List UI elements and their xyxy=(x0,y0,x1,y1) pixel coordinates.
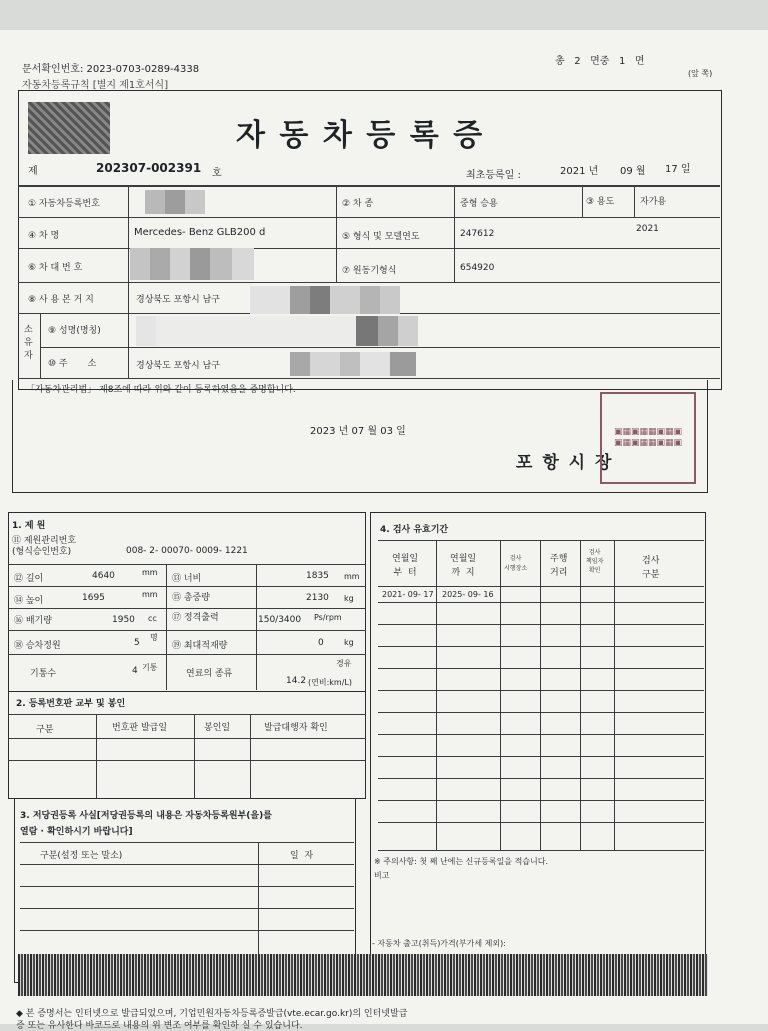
cylinders-label: 기통수 xyxy=(30,669,57,679)
row-divider xyxy=(20,842,354,843)
gross-weight-unit: kg xyxy=(344,594,354,603)
document-title: 자 동 차 등 록 증 xyxy=(236,118,485,153)
col-divider xyxy=(582,185,583,217)
row-divider xyxy=(378,712,704,713)
lien-header-date: 일 자 xyxy=(290,851,314,861)
row-divider xyxy=(18,217,720,218)
row-divider xyxy=(20,886,354,887)
owner-address-label: ⑩ 주 소 xyxy=(48,359,97,369)
model-year: 2021 xyxy=(636,224,659,234)
displacement-label: ⑯ 배기량 xyxy=(14,616,52,626)
vin-label: ⑥ 차 대 번 호 xyxy=(28,263,83,273)
col-divider xyxy=(614,540,615,850)
lien-header-type: 구분(설정 또는 말소) xyxy=(40,851,123,861)
col-divider xyxy=(634,185,635,217)
remarks-label: 비고 xyxy=(374,871,390,880)
base-location-label: ⑧ 사 용 본 거 지 xyxy=(28,295,94,305)
row-divider xyxy=(378,540,704,541)
owner-side-label: 소 유 자 xyxy=(24,325,33,361)
rated-power-value: 150/3400 xyxy=(258,615,302,625)
lien-title: 3. 저당권등록 사실[저당권등록의 내용은 자동차등록원부(을)를 xyxy=(20,811,272,821)
width-value: 1835 xyxy=(306,571,329,581)
owner-name-label: ⑨ 성명(명칭) xyxy=(48,326,101,336)
engine-type-label: ⑦ 원동기형식 xyxy=(342,266,397,276)
max-load-label: ⑲ 최대적재량 xyxy=(172,641,228,651)
col-divider xyxy=(96,714,97,798)
spec-mgmt-value: 008- 2- 00070- 0009- 1221 xyxy=(126,546,248,556)
row-divider xyxy=(18,282,720,283)
plate-header-seal-date: 봉인일 xyxy=(204,723,231,733)
row-divider xyxy=(18,378,720,379)
cylinders-value: 4 xyxy=(132,666,138,676)
row-divider xyxy=(378,602,704,603)
cert-prefix: 제 xyxy=(28,166,38,177)
row-divider xyxy=(8,738,366,739)
rated-power-label: ⑰ 정격출력 xyxy=(172,613,219,623)
fuel-efficiency-unit: (연비:km/L) xyxy=(308,678,352,687)
row-divider xyxy=(378,690,704,691)
displacement-unit: cc xyxy=(148,614,157,623)
row-divider xyxy=(20,930,354,931)
vehicle-type-value: 중형 승용 xyxy=(460,199,498,209)
law-statement: 「자동차관리법」 제8조에 따라 위와 같이 등록하였음을 증명합니다. xyxy=(26,385,296,395)
row-divider xyxy=(8,630,366,631)
max-load-unit: kg xyxy=(344,638,354,647)
issue-date: 2023 년 07 월 03 일 xyxy=(310,426,406,437)
fuel-type-value: 경유 xyxy=(336,659,352,668)
first-registration-month: 09 월 xyxy=(620,166,646,177)
col-divider xyxy=(500,540,501,850)
height-label: ⑭ 높이 xyxy=(14,596,44,606)
page-side: (앞 쪽) xyxy=(688,69,713,78)
row-divider xyxy=(378,800,704,801)
plate-header-agent: 발급대행자 확인 xyxy=(264,723,328,733)
cert-number: 202307-002391 xyxy=(96,161,202,175)
row-divider xyxy=(18,248,720,249)
official-seal-icon: ▣▦▣▦ ▦▣▦▣ ▣▦▣▦ ▦▣▦▣ xyxy=(600,392,696,484)
length-label: ⑫ 길이 xyxy=(14,574,44,584)
row-divider xyxy=(8,654,366,655)
row-divider xyxy=(378,668,704,669)
row-divider xyxy=(8,608,366,609)
model-value: 247612 xyxy=(460,229,495,239)
lien-title-line2: 열람 · 확인하시기 바랍니다] xyxy=(20,827,133,837)
redacted-reg-number xyxy=(145,190,205,214)
first-registration-year: 2021 년 xyxy=(560,166,599,177)
height-value: 1695 xyxy=(82,593,105,603)
document-confirmation-number: 문서확인번호: 2023-0703-0289-4338 xyxy=(22,64,200,75)
inspection-row-from: 2021- 09- 17 xyxy=(382,590,434,599)
qr-code-image xyxy=(28,102,110,154)
row-divider xyxy=(18,185,720,187)
owner-address-value: 경상북도 포항시 남구 xyxy=(136,361,220,371)
first-registration-label: 최초등록일 : xyxy=(466,170,521,181)
plate-header-issue-date: 번호판 발급일 xyxy=(112,723,168,733)
width-unit: mm xyxy=(344,572,360,581)
row-divider xyxy=(378,756,704,757)
plate-header-category: 구분 xyxy=(36,725,54,735)
reg-number-label: ① 자동차등록번호 xyxy=(28,199,100,209)
col-divider xyxy=(256,564,257,690)
row-divider xyxy=(40,347,720,348)
first-registration-day: 17 일 xyxy=(665,164,691,175)
spec-mgmt-label: ⑪ 제원관리번호 (형식승인번호) xyxy=(12,536,77,557)
spec-title: 1. 제 원 xyxy=(12,521,46,531)
inspection-header-to: 연월일 까 지 xyxy=(450,554,477,578)
gross-weight-value: 2130 xyxy=(306,593,329,603)
displacement-value: 1950 xyxy=(112,615,135,625)
inspection-header-inspector: 검사 책임자 확인 xyxy=(586,549,604,574)
max-load-value: 0 xyxy=(318,638,324,648)
form-rule: 자동차등록규칙 [별지 제1호서식] xyxy=(22,80,169,91)
col-divider xyxy=(194,714,195,798)
row-divider xyxy=(378,586,704,587)
seating-label: ⑱ 승차정원 xyxy=(14,641,61,651)
length-unit: mm xyxy=(142,568,158,577)
col-divider xyxy=(454,185,455,282)
fuel-efficiency-value: 14.2 xyxy=(286,676,307,686)
row-divider xyxy=(378,734,704,735)
engine-type-value: 654920 xyxy=(460,263,495,273)
seating-unit: 명 xyxy=(150,633,158,642)
footer-notice-line2: 증 또는 유사한다 바코드로 내용의 위 변조 여부를 확인하 실 수 있습니다. xyxy=(16,1021,303,1031)
registration-paper xyxy=(0,30,768,1031)
redacted-base-address xyxy=(250,286,420,314)
price-label: - 자동차 출고(취득)가격(부가세 제외): xyxy=(372,939,506,948)
row-divider xyxy=(378,646,704,647)
row-divider xyxy=(8,564,366,565)
row-divider xyxy=(8,586,366,587)
row-divider xyxy=(8,760,366,761)
row-divider xyxy=(378,624,704,625)
inspection-header-type: 검사 구분 xyxy=(642,556,660,580)
row-divider xyxy=(8,714,366,715)
issuer-name: 포 항 시 장 xyxy=(516,453,614,473)
redacted-owner-name xyxy=(136,316,418,346)
inspection-header-mileage: 주행 거리 xyxy=(550,554,568,578)
vehicle-type-label: ② 차 종 xyxy=(342,199,374,209)
col-divider xyxy=(336,185,337,282)
plate-title: 2. 등록번호판 교부 및 봉인 xyxy=(16,699,126,709)
inspection-header-place: 검사 시행장소 xyxy=(504,555,528,572)
vehicle-name-value: Mercedes- Benz GLB200 d xyxy=(134,227,266,238)
document-barcode xyxy=(18,954,708,996)
row-divider xyxy=(378,850,704,851)
inspection-row-to: 2025- 09- 16 xyxy=(442,590,494,599)
use-label: ③ 용도 xyxy=(586,197,615,207)
footer-notice-line1: ◆ 본 증명서는 인터넷으로 발급되었으며, 기업민원자동차등록증발급(vte.ecar.go.kr)의 인터넷발급 xyxy=(16,1009,408,1019)
inspection-title: 4. 검사 유효기간 xyxy=(380,525,449,535)
vehicle-name-label: ④ 차 명 xyxy=(28,231,60,241)
row-divider xyxy=(20,864,354,865)
row-divider xyxy=(378,778,704,779)
col-divider xyxy=(540,540,541,850)
col-divider xyxy=(128,185,129,378)
col-divider xyxy=(40,313,41,378)
col-divider xyxy=(436,540,437,850)
inspection-note: ※ 주의사항: 첫 째 난에는 신규등록일을 적습니다. xyxy=(374,857,549,866)
redacted-vin xyxy=(130,248,254,280)
height-unit: mm xyxy=(142,590,158,599)
inspection-header-from: 연월일 부 터 xyxy=(392,554,419,578)
rated-power-unit: Ps/rpm xyxy=(314,613,342,622)
page-info: 총 2 면중 1 면 xyxy=(555,56,645,67)
width-label: ⑬ 너비 xyxy=(172,574,202,584)
redacted-owner-address xyxy=(290,352,416,376)
base-location-value: 경상북도 포항시 남구 xyxy=(136,295,220,305)
length-value: 4640 xyxy=(92,571,115,581)
col-divider xyxy=(250,714,251,798)
seating-value: 5 xyxy=(134,638,140,648)
row-divider xyxy=(378,822,704,823)
cylinders-unit: 기통 xyxy=(142,663,158,672)
cert-suffix: 호 xyxy=(212,168,222,179)
gross-weight-label: ⑮ 총중량 xyxy=(172,593,210,603)
use-value: 자가용 xyxy=(640,197,667,207)
col-divider xyxy=(580,540,581,850)
model-label: ⑤ 형식 및 모델연도 xyxy=(342,232,420,242)
col-divider xyxy=(166,564,167,690)
row-divider xyxy=(20,908,354,909)
fuel-type-label: 연료의 종류 xyxy=(186,669,233,679)
